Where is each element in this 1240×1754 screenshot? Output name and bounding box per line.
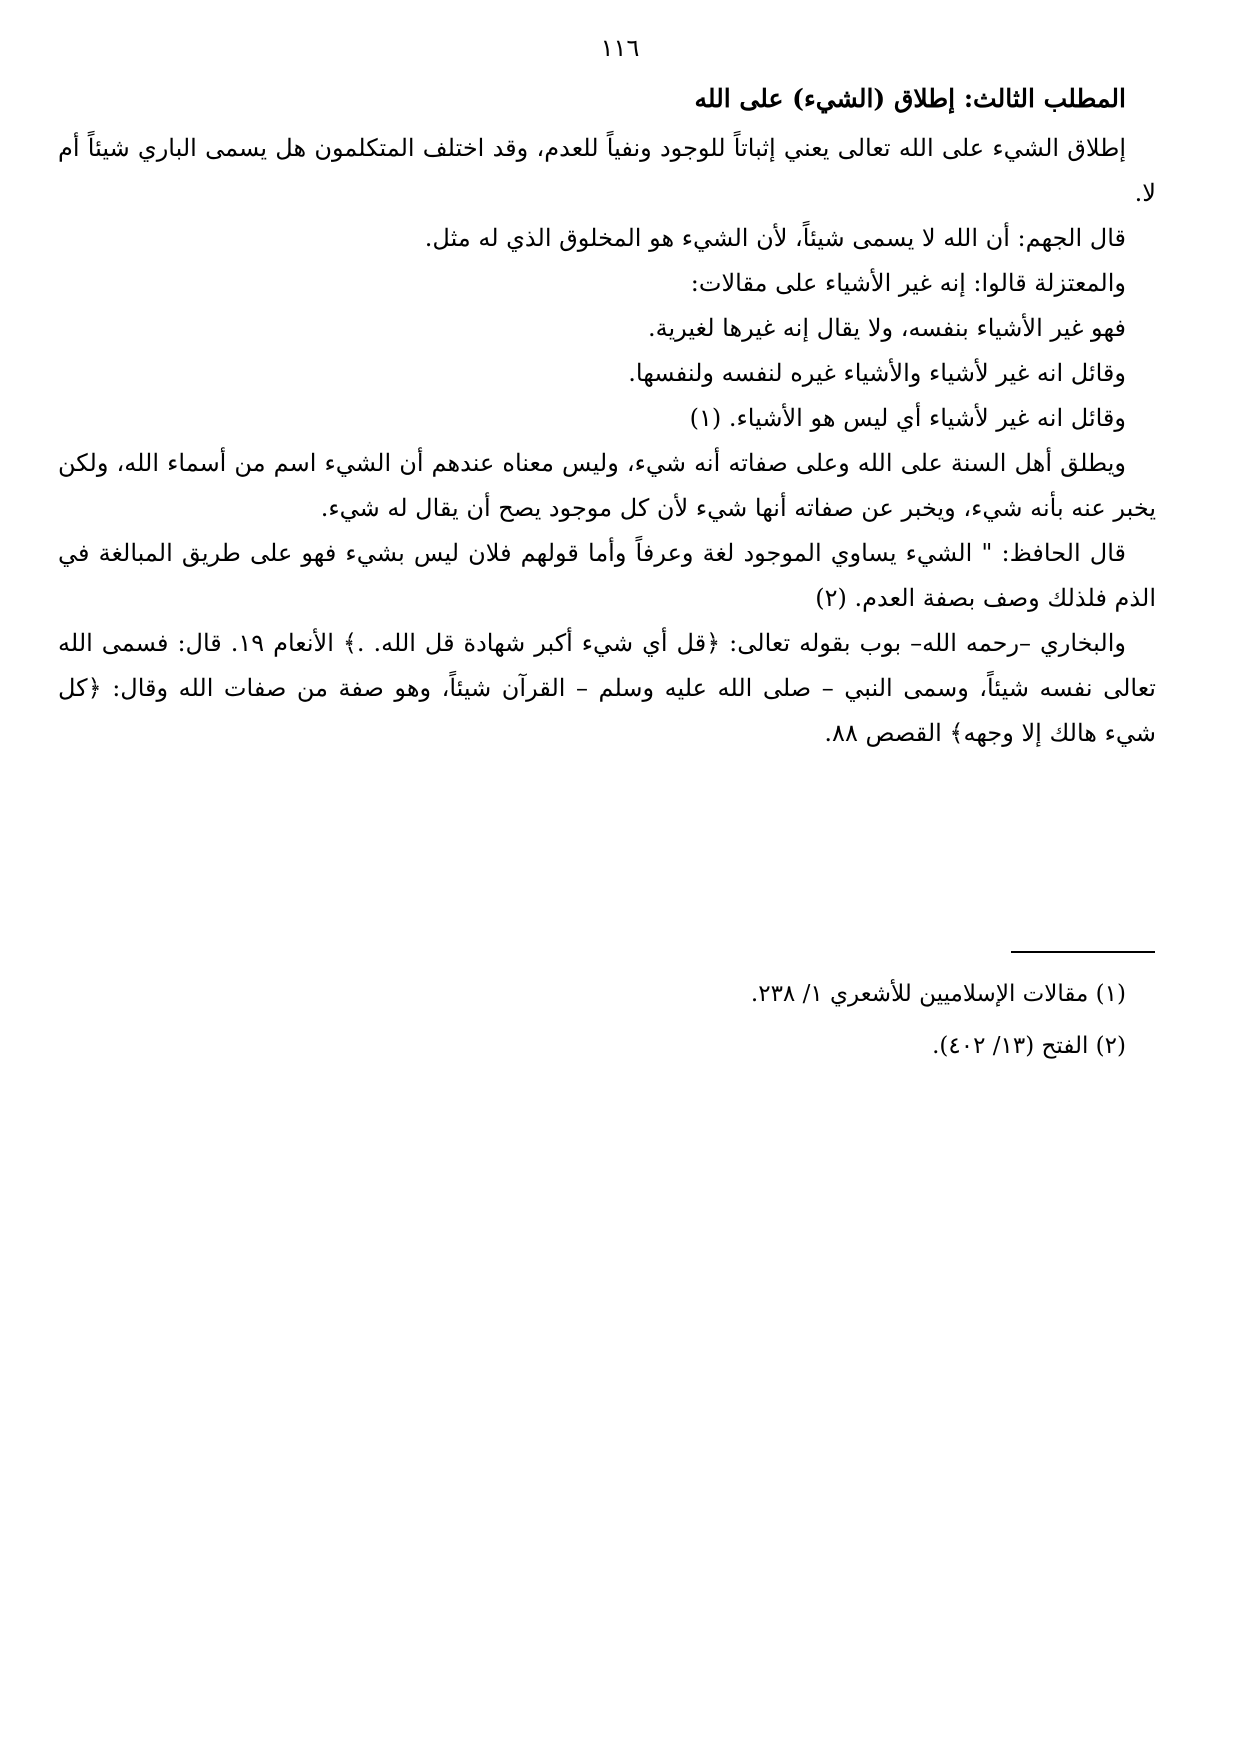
footnote-separator <box>1011 951 1155 953</box>
section-heading: المطلب الثالث: إطلاق (الشيء) على الله <box>694 84 1126 113</box>
paragraph-mutazila: والمعتزلة قالوا: إنه غير الأشياء على مقالات: <box>690 269 1126 297</box>
paragraph-opinion-3: وقائل انه غير لأشياء أي ليس هو الأشياء. (١) <box>689 404 1126 432</box>
paragraph-hafiz: قال الحافظ: " الشيء يساوي الموجود لغة وعرفاً وأما قولهم فلان ليس بشيء فهو على طريق المبالغة في الذم فلذلك وصف بصفة العدم. (٢) <box>58 539 1156 612</box>
paragraph-intro: إطلاق الشيء على الله تعالى يعني إثباتاً للوجود ونفياً للعدم، وقد اختلف المتكلمون هل يسمى الباري شيئاً أم لا. <box>58 134 1156 207</box>
paragraph-opinion-1: فهو غير الأشياء بنفسه، ولا يقال إنه غيرها لغيرية. <box>647 314 1126 342</box>
paragraph-jahm: قال الجهم: أن الله لا يسمى شيئاً، لأن الشيء هو المخلوق الذي له مثل. <box>424 224 1126 252</box>
footnotes <box>58 968 1156 1072</box>
paragraph-ahl-sunna: ويطلق أهل السنة على الله وعلى صفاته أنه شيء، وليس معناه عندهم أن الشيء اسم من أسماء الله، ولكن يخبر عنه بأنه شيء، ويخبر عن صفاته أنها شيء لأن كل موجود يصح أن يقال له شيء. <box>58 449 1156 522</box>
paragraph-opinion-2: وقائل انه غير لأشياء والأشياء غيره لنفسه ولنفسها. <box>628 359 1126 387</box>
page-number: ١١٦ <box>600 34 640 62</box>
main-text <box>58 76 1156 756</box>
footnote-2: (٢) الفتح (١٣/ ٤٠٢). <box>932 1033 1126 1059</box>
paragraph-bukhari: والبخاري –رحمه الله– بوب بقوله تعالى: ﴿قل أي شيء أكبر شهادة قل الله. .﴾ الأنعام ١٩. قال: فسمى الله تعالى نفسه شيئاً، وسمى النبي – صلى الله عليه وسلم – القرآن شيئاً، وهو صفة من صفات الله وقال: ﴿كل شيء هالك إلا وجهه﴾ القصص ٨٨. <box>58 629 1156 747</box>
footnote-1: (١) مقالات الإسلاميين للأشعري ١/ ٢٣٨. <box>750 981 1126 1007</box>
